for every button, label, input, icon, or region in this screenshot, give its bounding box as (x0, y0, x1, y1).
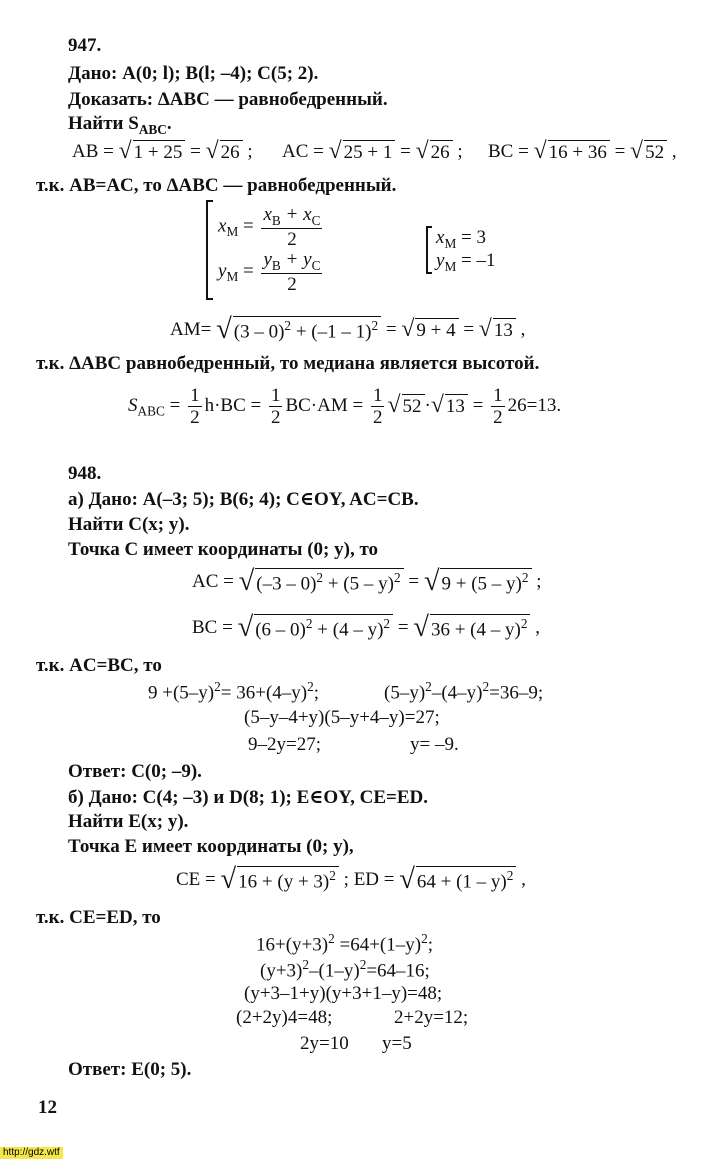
formula-area: $S_{ABC}$ = $\frac{1}{2}$ h·BC = $\frac{1}{2}$ BC·AM = $\frac{1}{2}$ √ 52 · √ 13 = $\frac{1}{2}$ 26=13. (128, 385, 562, 428)
conclusion-isosceles: т.к. AB=AC, то ΔABC — равнобедренный. (36, 175, 397, 196)
problem-948b-find: Найти E(x; y). (68, 811, 189, 832)
ym-equation: $y_M$ = $\frac{y_B + y_C}{2}$ (218, 249, 321, 296)
formula-948-bc: BC = √ (6 – 0)$^2$ + (4 – y)$^2$ = √ 36 + (4 – y)$^2$ , (192, 612, 540, 643)
equation-948b-3: (y+3–1+y)(y+3+1–y)=48; (244, 983, 443, 1004)
equation-948a-2: $(5-y)^2-(4-y)^2=36-9$; (384, 679, 544, 704)
formula-bc: BC = √ 16 + 36 = √ 52 , (488, 138, 677, 164)
equation-948a-1: $9 +(5-y)^2= 36+(4-y)^2$; (148, 679, 320, 704)
equation-948b-4: (2+2y)4=48; (236, 1007, 333, 1028)
equation-948a-5: y= –9. (410, 734, 459, 755)
source-link[interactable]: http://gdz.wtf (0, 1147, 63, 1159)
answer-948a: Ответ: C(0; –9). (68, 761, 202, 782)
equation-948b-2: $(y+3)^2-(1-y)^2=64-16$; (260, 957, 430, 982)
answer-948b: Ответ: E(0; 5). (68, 1059, 192, 1080)
conclusion-median-height: т.к. ΔABC равнобедренный, то медиана является высотой. (36, 353, 540, 374)
problem-948b-given: б) Дано: C(4; –3) и D(8; 1); E∈OY, CE=ED. (68, 787, 428, 808)
problem-947-number: 947. (68, 35, 102, 56)
problem-948b-point: Точка E имеет координаты (0; y), (68, 836, 354, 857)
result-brace-left (426, 226, 432, 274)
equation-948a-4: 9–2y=27; (248, 734, 321, 755)
xm-result: $x_M = 3$ (436, 227, 486, 251)
condition-ac-bc: т.к. AC=BC, то (36, 655, 162, 676)
formula-948-ac: AC = √ (–3 – 0)$^2$ + (5 – y)$^2$ = √ 9 + (5 – y)$^2$ ; (192, 566, 542, 597)
condition-ce-ed: т.к. CE=ED, то (36, 907, 161, 928)
page-number: 12 (38, 1097, 57, 1118)
formula-ab: AB = √ 1 + 25 = √ 26 ; (72, 138, 253, 164)
problem-947-prove: Доказать: ΔABC — равнобедренный. (68, 89, 388, 110)
formula-am: AM= √ (3 – 0)$^2$ + (–1 – 1)$^2$ = √ 9 + 4 = √ 13 , (170, 314, 526, 345)
problem-947-given: Дано: A(0; l); B(l; –4); C(5; 2). (68, 63, 319, 84)
system-brace-left (206, 200, 213, 300)
problem-948-number: 948. (68, 463, 102, 484)
equation-948a-3: (5–y–4+y)(5–y+4–y)=27; (244, 707, 440, 728)
equation-948b-5: 2+2y=12; (394, 1007, 469, 1028)
xm-equation: $x_M$ = $\frac{x_B + x_C}{2}$ (218, 204, 321, 251)
formula-948-ce: CE = √ $16 + (y + 3)^2$ ; ED = √ 64 + (1 – y)$^2$ , (176, 864, 526, 895)
problem-948a-point: Точка C имеет координаты (0; y), то (68, 539, 379, 560)
problem-947-find: Найти $S_{ABC}$. (68, 113, 172, 137)
problem-948a-given: а) Дано: A(–3; 5); B(6; 4); C∈OY, AC=CB. (68, 489, 419, 510)
equation-948b-7: y=5 (382, 1033, 412, 1054)
equation-948b-1: $16+(y+3)^2 =64+(1-y)^2$; (256, 931, 434, 956)
ym-result: $y_M = -1$ (436, 250, 496, 274)
formula-ac: AC = √ 25 + 1 = √ 26 ; (282, 138, 463, 164)
equation-948b-6: 2y=10 (300, 1033, 349, 1054)
footer-bar (0, 1145, 727, 1162)
problem-948a-find: Найти C(x; y). (68, 514, 190, 535)
